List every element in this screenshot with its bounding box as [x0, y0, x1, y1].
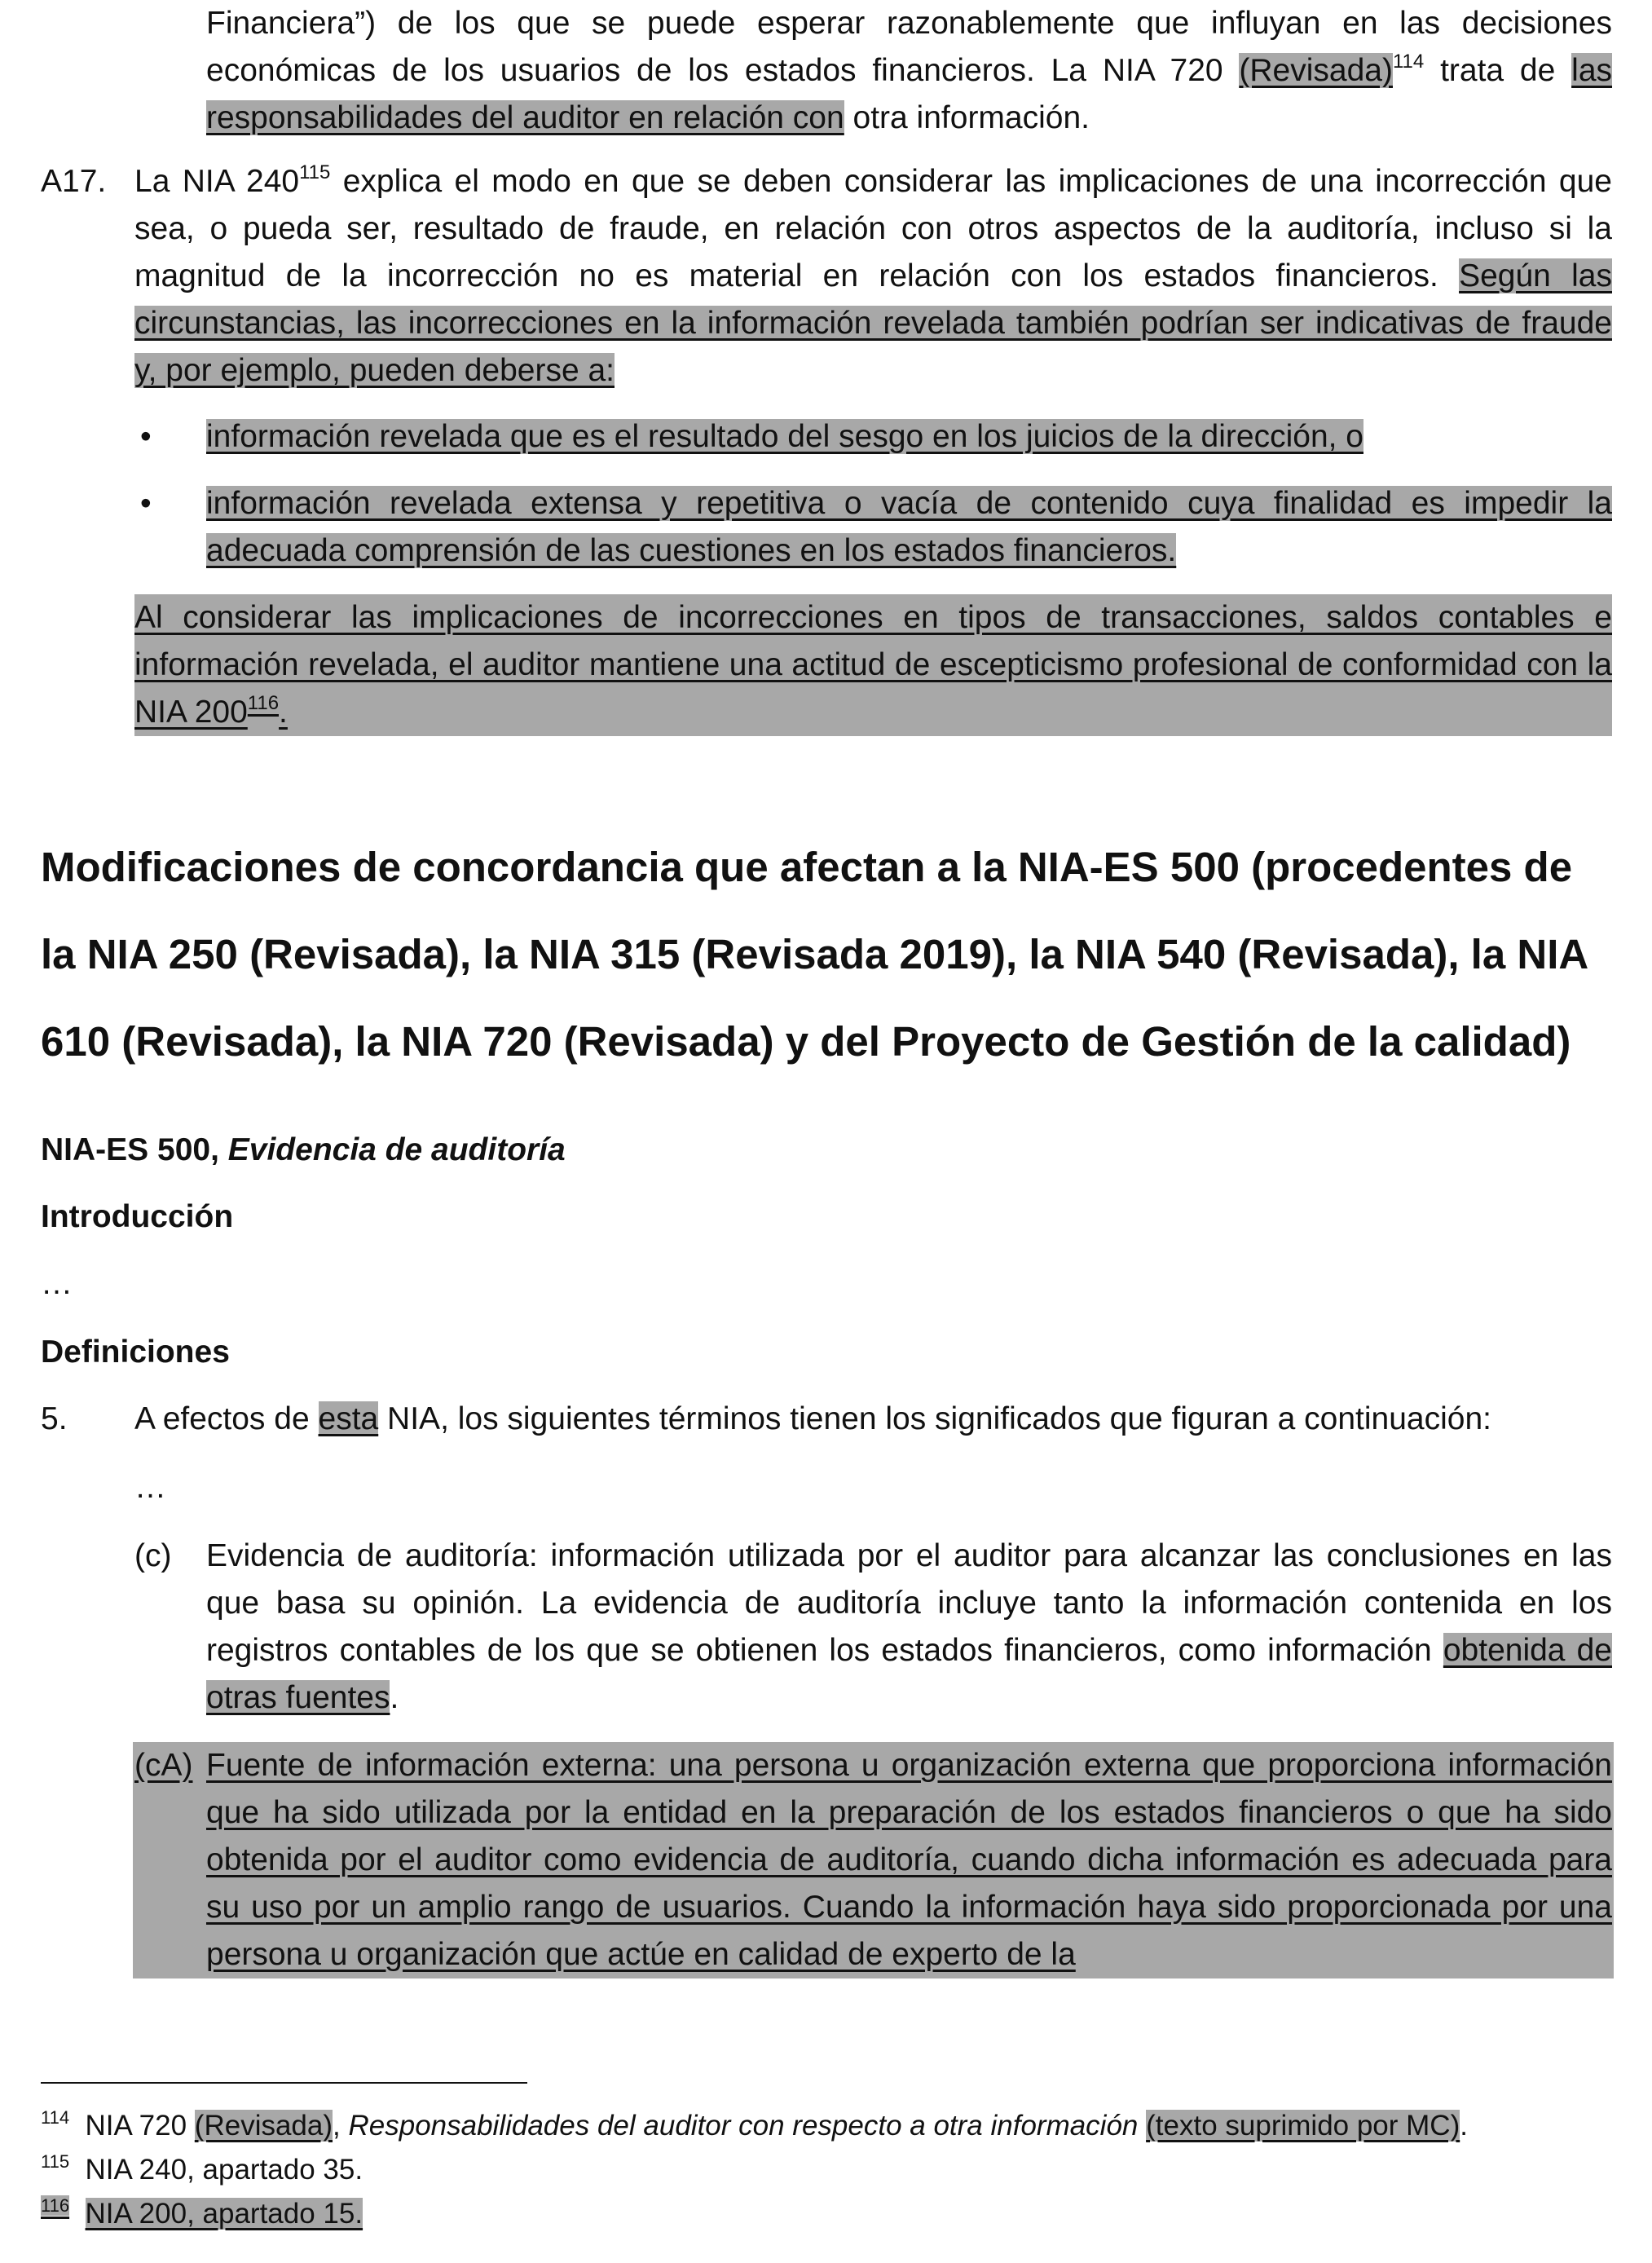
- bullet-item-1: [206, 413, 1612, 461]
- footnote-116-number: 116: [41, 2195, 70, 2216]
- definiciones-heading: Definiciones: [41, 1334, 230, 1370]
- footnote-ref-114[interactable]: 114: [1392, 51, 1425, 73]
- introduccion-heading: Introducción: [41, 1199, 234, 1234]
- bullet-2-marker: •: [140, 486, 152, 521]
- footnote-114-text-4: .: [1460, 2110, 1468, 2142]
- bullet-item-1-text: información revelada que es el resultado del sesgo en los juicios de la dirección, o: [206, 419, 1363, 454]
- footnote-114-highlight-1: (Revisada): [194, 2110, 333, 2142]
- footnote-ref-115[interactable]: 115: [299, 161, 331, 183]
- item-c-text-1: Evidencia de auditoría: información utilizada por el auditor para alcanzar las conclusiones en las que basa su opinión. La evidencia de auditoría incluye tanto la información contenida en los registros contables de los que se obtienen los estados financieros, como información: [206, 1538, 1612, 1668]
- item-5-text-2: NIA, los siguientes términos tienen los significados que figuran a continuación:: [378, 1401, 1491, 1436]
- a17-closing-end: .: [279, 695, 288, 730]
- a17-text-2: explica el modo en que se deben considerar las implicaciones de una incorrección que sea, o pueda ser, resultado de fraude, en relación con otros aspectos de la auditoría, incluso si la magnitud de la incorrección no es material en relación con los estados financieros.: [134, 164, 1612, 293]
- footnote-114-text-3: [1138, 2110, 1146, 2142]
- footnote-115: [41, 2151, 1612, 2190]
- footnote-ref-116[interactable]: 116: [247, 692, 280, 714]
- ellipsis-item-5: …: [134, 1470, 166, 1505]
- paragraph-number-5: 5.: [41, 1401, 68, 1436]
- paragraph-number-a17: A17.: [41, 164, 107, 199]
- highlight-responsabilidades: las responsabilidades del auditor en relación con: [206, 53, 1613, 135]
- item-ca-text: Fuente de información externa: una persona u organización externa que proporciona información que ha sido utilizada por la entidad en la preparación de los estados financieros o que ha sido obtenida por el auditor como evidencia de auditoría, cuando dicha información es adecuada para su uso por un amplio rango de usuarios. Cuando la información haya sido proporcionada por una persona u organización que actúe en calidad de experto de la: [206, 1748, 1612, 1972]
- standard-title-italic: Evidencia de auditoría: [227, 1132, 566, 1167]
- bullet-item-2-text: información revelada extensa y repetitiva o vacía de contenido cuya finalidad es impedir la adecuada comprensión de las cuestiones en los estados financieros.: [206, 486, 1612, 568]
- top-paragraph-text-2: trata de: [1424, 53, 1572, 88]
- footnote-separator: [41, 2082, 527, 2084]
- footnote-116: [41, 2195, 1612, 2234]
- item-c-paragraph: [206, 1533, 1612, 1722]
- section-heading: Modificaciones de concordancia que afectan a la NIA-ES 500 (procedentes de la NIA 250 (Revisada), la NIA 315 (Revisada 2019), la NIA 540 (Revisada), la NIA 610 (Revisada), la NIA 720 (Revisada) y del Proyecto de Gestión de la calidad): [41, 844, 1588, 1065]
- footnote-115-text: NIA 240, apartado 35.: [85, 2154, 363, 2186]
- highlight-esta: esta: [318, 1401, 379, 1436]
- top-paragraph-text-1: Financiera”) de los que se puede esperar razonablemente que influyan en las decisiones económicas de los usuarios de los estados financieros. La NIA 720: [206, 6, 1612, 88]
- ellipsis-intro: …: [41, 1266, 73, 1301]
- bullet-item-2: [206, 480, 1612, 575]
- item-ca-label: (cA): [134, 1742, 193, 1789]
- a17-paragraph: [134, 158, 1612, 395]
- item-5-paragraph: [134, 1396, 1612, 1443]
- item-ca-paragraph: [206, 1742, 1612, 1978]
- item-c-text-2: .: [390, 1680, 399, 1715]
- footnote-114-text-2: ,: [333, 2110, 349, 2142]
- footnote-114-highlight-2: (texto suprimido por MC): [1146, 2110, 1460, 2142]
- top-paragraph-text-3: otra información.: [844, 100, 1090, 135]
- footnote-114-number: 114: [41, 2107, 70, 2128]
- footnote-116-text: NIA 200, apartado 15.: [85, 2198, 363, 2230]
- footnote-114-text-1: NIA 720: [85, 2110, 195, 2142]
- footnote-115-number: 115: [41, 2151, 70, 2172]
- standard-title-prefix: NIA-ES 500,: [41, 1132, 228, 1167]
- item-c-label: (c): [134, 1538, 172, 1573]
- footnote-114: [41, 2106, 1612, 2146]
- highlight-revisada: (Revisada): [1239, 53, 1393, 88]
- a17-closing-text: Al considerar las implicaciones de incorrecciones en tipos de transacciones, saldos contables e información revelada, el auditor mantiene una actitud de escepticismo profesional de conformidad con la NIA 200: [134, 600, 1612, 730]
- a17-closing-paragraph: [134, 594, 1612, 736]
- bullet-1-marker: •: [140, 419, 152, 454]
- a17-highlight: Según las circunstancias, las incorrecciones en la información revelada también podrían ser indicativas de fraude y, por ejemplo, pueden deberse a:: [134, 258, 1612, 388]
- a17-text-1: La NIA 240: [134, 164, 300, 199]
- item-5-text-1: A efectos de: [134, 1401, 319, 1436]
- top-paragraph: [206, 0, 1612, 142]
- standard-title: [41, 1127, 1589, 1174]
- footnote-114-italic: Responsabilidades del auditor con respecto a otra información: [348, 2110, 1139, 2142]
- highlight-otras-fuentes: obtenida de otras fuentes: [206, 1633, 1612, 1715]
